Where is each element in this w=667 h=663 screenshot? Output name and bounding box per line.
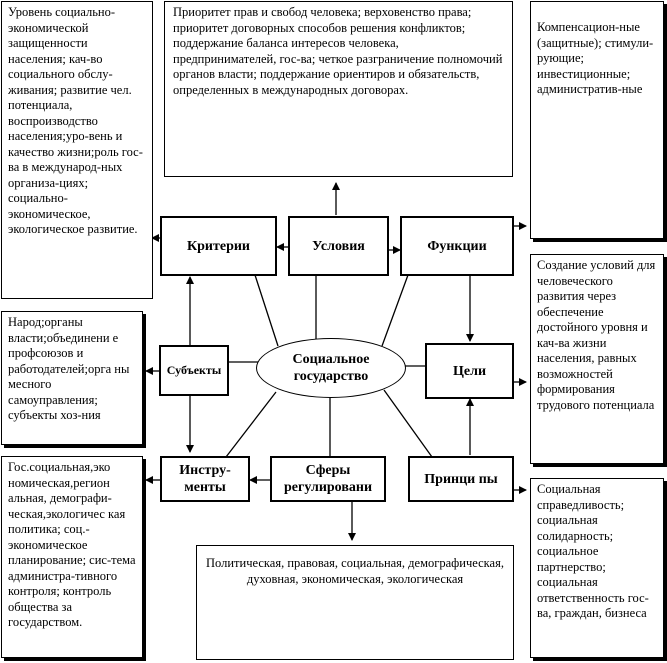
node-goals xyxy=(425,343,514,399)
subjects-text: Народ;органы власти;объединени е профсоюзов и работодателей;орга ны месного самоуправления; субъекты хоз-ния xyxy=(8,315,130,422)
functions-text-box xyxy=(530,1,664,239)
node-instruments-label: Инстру-менты xyxy=(179,463,231,495)
principles-text: Социальная справедливость; социальная солидарность; социальное партнерство; социальная ответственность гос-ва, граждан, бизнеса xyxy=(537,482,649,620)
functions-text: Компенсацион-ные (защитные); стимули-рующие; инвестиционные; административ-ные xyxy=(537,20,654,96)
node-criteria xyxy=(160,216,277,276)
node-subjects-label: Субъекты xyxy=(166,363,222,377)
subjects-text-box xyxy=(1,311,143,445)
node-principles xyxy=(408,456,514,502)
node-spheres xyxy=(270,456,386,502)
conditions-text: Приоритет прав и свобод человека; верховенство права; приоритет договорных способов решения конфликтов; поддержание баланса интересов человека, предпринимателей, гос-ва; четкое разграничение полномочий органов власти; поддержание ориентиров и обязательств, определенных в международных договорах. xyxy=(173,5,503,97)
criteria-text-box xyxy=(1,1,153,299)
spheres-text: Политическая, правовая, социальная, демографическая, духовная, экономическая, экологическая xyxy=(206,556,504,586)
node-instruments xyxy=(160,456,250,502)
node-goals-label: Цели xyxy=(452,363,487,379)
node-social-state xyxy=(256,338,406,398)
node-social-state-label: Социальное государство xyxy=(292,352,370,384)
node-conditions-label: Условия xyxy=(312,238,365,254)
node-functions xyxy=(400,216,514,276)
node-conditions xyxy=(288,216,389,276)
node-spheres-label: Сферы регулировани xyxy=(283,463,373,495)
node-functions-label: Функции xyxy=(427,238,487,254)
goals-text-box xyxy=(530,254,664,464)
instruments-text-box xyxy=(1,456,143,658)
instruments-text: Гос.социальная,эко номическая,регион альная, демографи-ческая,экологичес кая политика; соц.-экономическое планирование; сис-тема администра-тивного контроля; контроль общества за государством. xyxy=(8,460,136,629)
node-subjects xyxy=(159,345,229,396)
goals-text: Создание условий для человеческого развития через обеспечение достойного уровня и кач-ва жизни населения, равных возможностей формирования трудового потенциала xyxy=(537,258,656,412)
principles-text-box xyxy=(530,478,664,658)
spheres-text-box xyxy=(196,545,514,660)
conditions-text-box xyxy=(164,1,513,177)
node-principles-label: Принци пы xyxy=(424,471,498,487)
criteria-text: Уровень социально-экономической защищенности населения; кач-во социального обслу-живания; развитие чел. потенциала, воспроизводство населения;уро-вень и качество жизни;роль гос-ва в международ-ных организа-циях; социально-экономическое, экологическое развитие. xyxy=(8,5,143,236)
node-criteria-label: Критерии xyxy=(186,238,250,254)
